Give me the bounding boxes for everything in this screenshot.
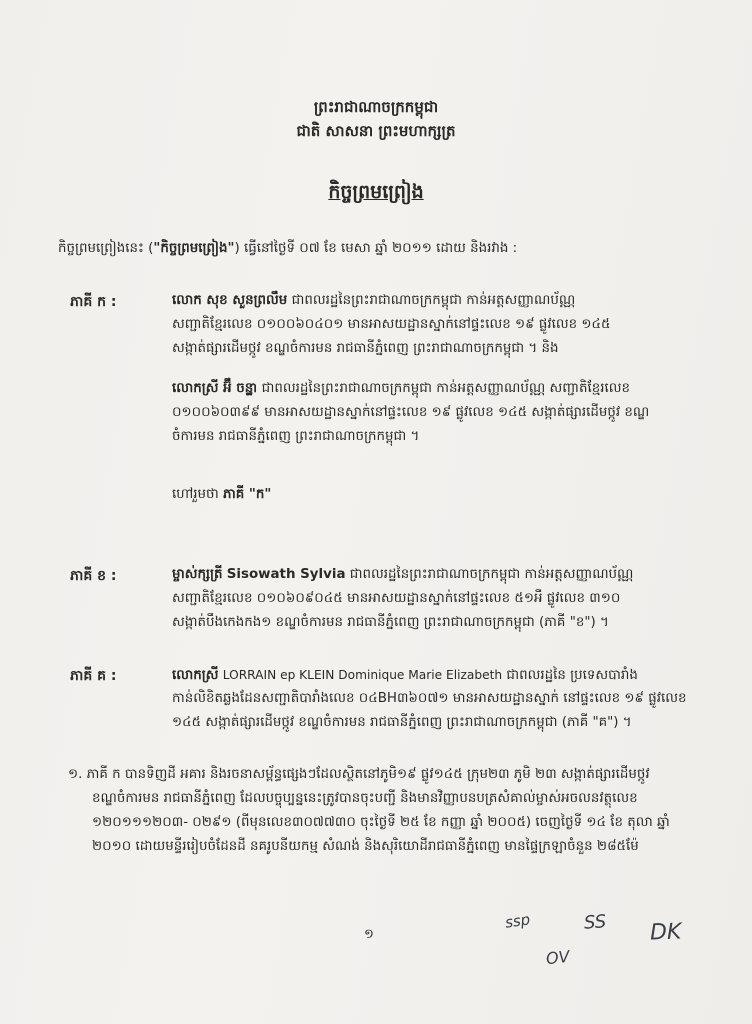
initials-signature-2: SS: [583, 911, 607, 934]
party-a-person1-line3: សង្កាត់ផ្សារដើមថ្កូវ ខណ្ឌចំការមន រាជធានីភ្នំពេញ ព្រះរាជាណាចក្រកម្ពុជា ។ និង: [172, 341, 559, 356]
party-a-person2-line3: ចំការមន រាជធានីភ្នំពេញ ព្រះរាជាណាចក្រកម្ពុជា ។: [172, 429, 420, 444]
party-c-line1: [172, 666, 638, 685]
party-a-person1-text1: ជាពលរដ្ឋនៃព្រះរាជាណាចក្រកម្ពុជា កាន់អត្តសញ្ញាណប័ណ្ណ: [291, 293, 576, 308]
party-a-person2-line2: ០១០០៦០៣៩៩ មានអាសយដ្ឋានស្នាក់នៅផ្ទះលេខ ១៩ ផ្លូវលេខ ១៤៥ សង្កាត់ផ្សារដើមថ្កូវ ខណ្ឌ: [172, 405, 650, 420]
party-a-hereafter: [172, 486, 271, 504]
intro-emphasis: "កិច្ចព្រមព្រៀង": [153, 241, 235, 256]
national-motto: ជាតិ សាសនា ព្រះមហាក្សត្រ: [296, 122, 456, 140]
hereafter-prefix: ហៅរួមថា: [172, 487, 219, 502]
clause1-line2: ខណ្ឌចំការមន រាជធានីភ្នំពេញ ដែលបច្ចុប្បន្ននេះត្រូវបានចុះបញ្ជី និងមានវិញ្ញាបនបត្រសំគាល់ម្ចាស់អចលនវត្ថុលេខ: [92, 791, 638, 806]
party-c-label: ភាគី គ :: [70, 668, 117, 684]
party-a-person2-line1: [172, 380, 630, 398]
party-a-person1-line2: សញ្ជាតិខ្មែរលេខ ០១០០៦០៤០១ មានអាសយដ្ឋានស្នាក់នៅផ្ទះលេខ ១៩ ផ្លូវលេខ ១៤៥: [172, 317, 611, 332]
party-b-label: ភាគី ខ :: [70, 568, 117, 584]
clause1-line4: ២០១០ ដោយមន្ទីររៀបចំដែនដី នគរូបនីយកម្ម សំណង់ និងសុរិយោដីរាជធានីភ្នំពេញ មានផ្ទៃក្រឡាចំនួន ២៨៥ម៉ែ: [92, 839, 639, 854]
page-number: ១: [364, 927, 374, 942]
party-b-name-kh: ម្ចាស់ក្សត្រី: [172, 567, 223, 582]
party-a-person2-name: លោកស្រី អ៊ឹ ចន្ធ្នា: [172, 381, 258, 396]
party-b-line3: សង្កាត់បឹងកេងកង១ ខណ្ឌចំការមន រាជធានីភ្នំពេញ ព្រះរាជាណាចក្រកម្ពុជា (ភាគី "ខ") ។: [172, 615, 609, 630]
party-a-person1-line1: [172, 292, 575, 310]
party-b-line1: [172, 566, 633, 584]
party-c-line3: ១៤៥ សង្កាត់ផ្សារដើមថ្កូវ ខណ្ឌចំការមន រាជធានីភ្នំពេញ ព្រះរាជាណាចក្រកម្ពុជា (ភាគី "គ") ។: [172, 715, 632, 730]
party-c-name-latin: LORRAIN ep KLEIN Dominique Marie Elizabeth: [222, 668, 503, 682]
hereafter-term: ភាគី "ក": [223, 487, 272, 502]
party-c-line2: កាន់លិខិតឆ្លងដែនសញ្ជាតិបារាំងលេខ ០៤BH៣៦០៧១ មានអាសយដ្ឋានស្នាក់ នៅផ្ទះលេខ ១៩ ផ្លូវលេខ: [172, 691, 687, 706]
party-a-person2-text1: ជាពលរដ្ឋនៃព្រះរាជាណាចក្រកម្ពុជា កាន់អត្តសញ្ញាណប័ណ្ណ សញ្ជាតិខ្មែរលេខ: [261, 381, 630, 396]
party-b-name-latin: Sisowath Sylvia: [226, 567, 346, 582]
party-a-label: ភាគី ក :: [70, 294, 117, 310]
party-c-name-kh: លោកស្រី: [172, 668, 219, 683]
clause1-line3: ១២០១១១២០៣- ០២៩១ (ពីមុនលេខ៣០៧៧៣០ ចុះថ្ងៃទី ២៥ ខែ កញ្ញា ឆ្នាំ ២០០៥) ចេញថ្ងៃទី ១៤ ខែ តុលា ឆ្នាំ: [92, 815, 670, 830]
clause1-number: ១.: [68, 767, 83, 782]
intro-paragraph: [58, 240, 517, 258]
intro-prefix: កិច្ចព្រមព្រៀងនេះ (: [58, 241, 154, 256]
party-a-person1-name: លោក សុខ សួនព្រលឹម: [172, 293, 288, 308]
party-c-text1: ជាពលរដ្ឋនៃ ប្រទេសបារាំង: [506, 668, 638, 683]
clause1-line1: [68, 766, 650, 784]
clause1-text1: ភាគី ក បានទិញដី អគារ និងរចនាសម្ព័ន្ធផ្សេងៗដែលស្ថិតនៅភូមិ១៩ ផ្លូវ១៤៥ ក្រុម២៣ ភូមិ ២៣ សង្កាត់ផ្សារដើមថ្កូវ: [86, 767, 650, 782]
party-b-line2: សញ្ជាតិខ្មែរលេខ ០១០៦០៩០៤៥ មានអាសយដ្ឋានស្នាក់នៅផ្ទះលេខ ៥១អឺ ផ្លូវលេខ ៣១០: [172, 591, 621, 606]
intro-suffix: ) ធ្វើនៅថ្ងៃទី ០៧ ខែ មេសា ឆ្នាំ ២០១១ ដោយ និងរវាង :: [234, 241, 518, 256]
kingdom-heading: ព្រះរាជាណាចក្រកម្ពុជា: [313, 98, 439, 116]
initials-signature-3: OV: [545, 946, 571, 969]
document-title: កិច្ចព្រមព្រៀង: [328, 181, 424, 203]
party-b-text1: ជាពលរដ្ឋនៃព្រះរាជាណាចក្រកម្ពុជា កាន់អត្តសញ្ញាណប័ណ្ណ: [349, 567, 634, 582]
initials-signature-4: DK: [649, 919, 682, 946]
initials-signature-1: ssp: [503, 910, 532, 932]
